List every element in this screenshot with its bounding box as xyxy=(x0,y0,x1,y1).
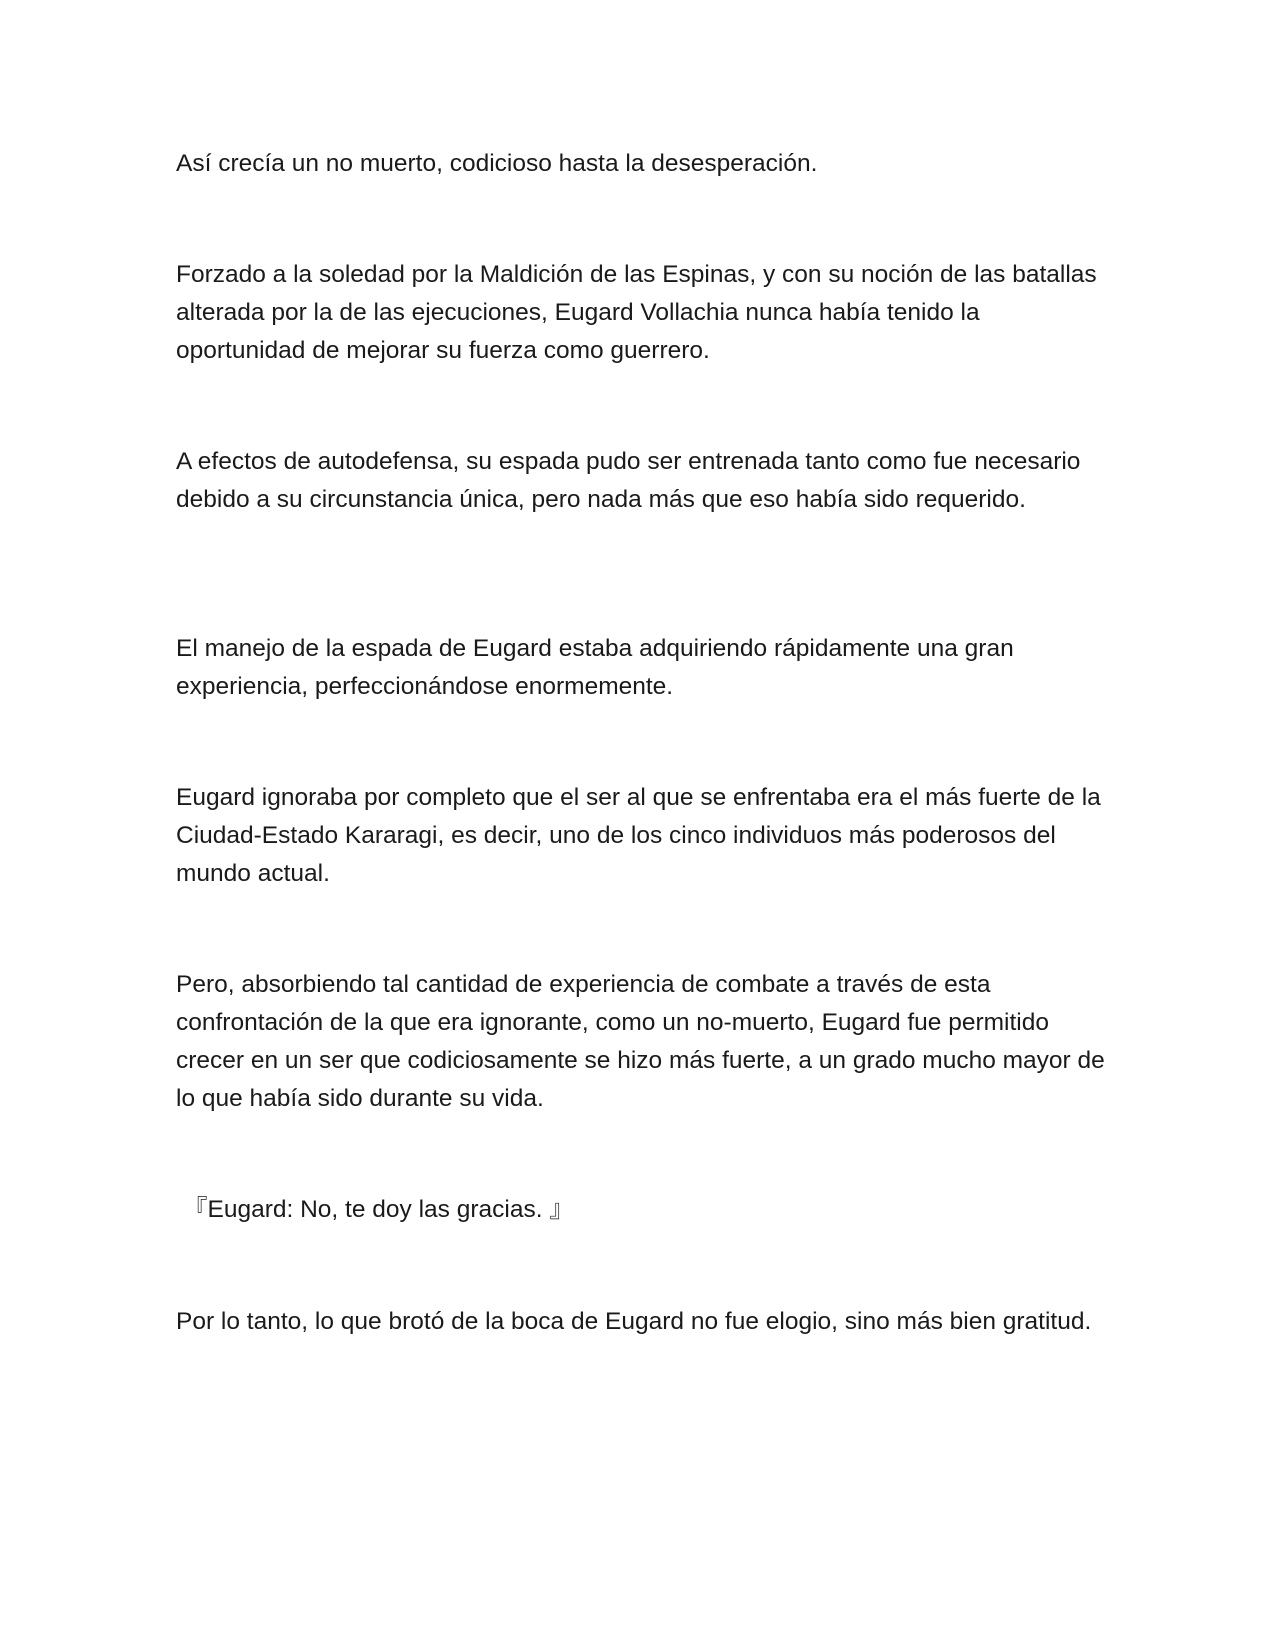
paragraph-swordsmanship: El manejo de la espada de Eugard estaba adquiriendo rápidamente una gran experiencia, perfeccionándose enormemente. xyxy=(176,635,1014,700)
paragraph-gratitude: Por lo tanto, lo que brotó de la boca de Eugard no fue elogio, sino más bien gratitud. xyxy=(176,1308,1092,1335)
paragraph-strongest-opponent: Eugard ignoraba por completo que el ser al que se enfrentaba era el más fuerte de la Ciudad-Estado Kararagi, es decir, uno de los cinco individuos más poderosos del mundo actual. xyxy=(176,784,1101,887)
paragraph-curse-of-thorns: Forzado a la soledad por la Maldición de las Espinas, y con su noción de las batallas alterada por la de las ejecuciones, Eugard Vollachia nunca había tenido la oportunidad de mejorar su fuerza como guerrero. xyxy=(176,261,1097,364)
paragraph-intro: Así crecía un no muerto, codicioso hasta la desesperación. xyxy=(176,150,818,177)
dialogue-line-eugard: 『Eugard: No, te doy las gracias. 』 xyxy=(183,1196,574,1223)
paragraph-combat-experience: Pero, absorbiendo tal cantidad de experiencia de combate a través de esta confrontación de la que era ignorante, como un no-muerto, Eugard fue permitido crecer en un ser que codiciosamente se hizo más fuerte, a un grado mucho mayor de lo que había sido durante su vida. xyxy=(176,971,1105,1112)
paragraph-self-defense: A efectos de autodefensa, su espada pudo ser entrenada tanto como fue necesario debido a su circunstancia única, pero nada más que eso había sido requerido. xyxy=(176,448,1081,513)
